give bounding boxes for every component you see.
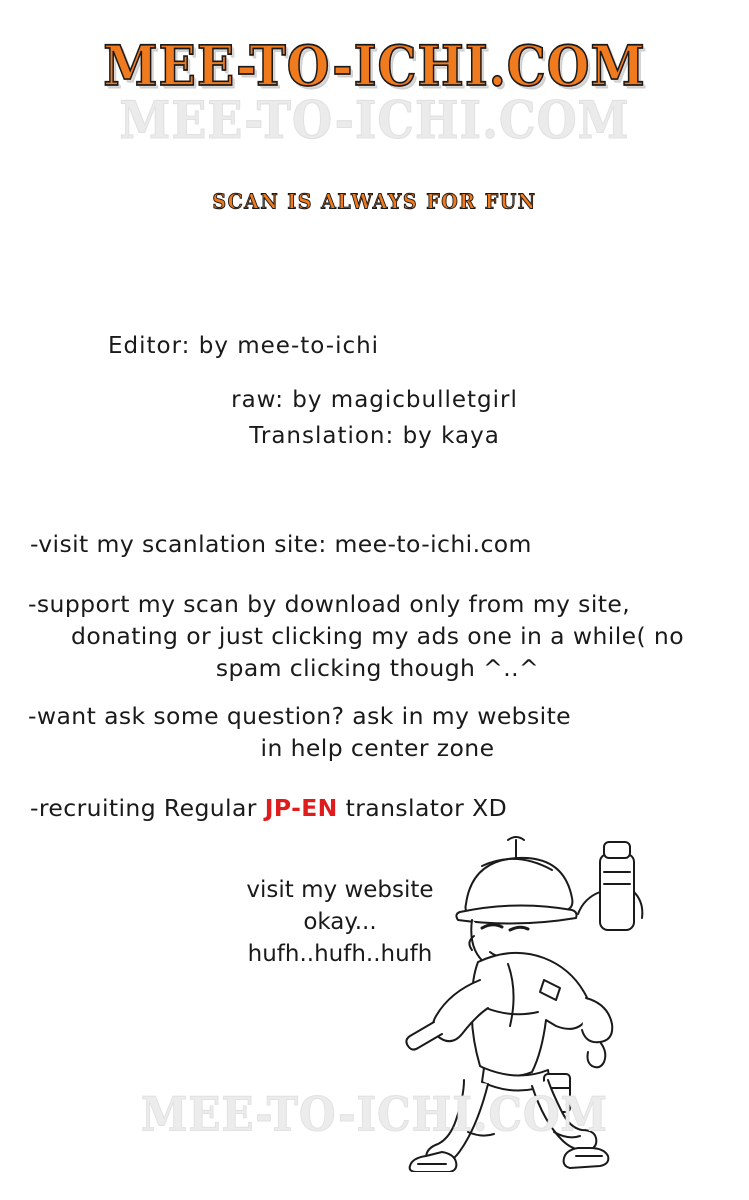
- note-recruiting-suffix: translator XD: [337, 794, 508, 822]
- running-boy-illustration: [404, 832, 734, 1172]
- credit-raw: raw: by magicbulletgirl: [231, 387, 518, 413]
- bottom-message-line3: hufh..hufh..hufh: [247, 941, 433, 967]
- torso: [472, 953, 590, 1076]
- site-logo-text: MEE-TO-ICHI.COM: [103, 33, 646, 99]
- site-logo-header: [0, 33, 749, 215]
- footer-watermark: MEE-TO-ICHI.COM: [140, 1087, 609, 1142]
- note-support-line2: donating or just clicking my ads one in a while( no: [71, 622, 684, 650]
- helmet-icon: [456, 837, 576, 924]
- note-question-line1: -want ask some question? ask in my website: [28, 702, 572, 730]
- site-tagline: SCAN IS ALWAYS FOR FUN: [212, 189, 537, 215]
- note-recruiting-accent: JP-EN: [264, 794, 338, 822]
- notes-spacer-2: [0, 780, 749, 792]
- note-visit-site: -visit my scanlation site: mee-to-ichi.com: [30, 530, 532, 558]
- note-recruiting: [0, 792, 749, 824]
- notes-block: [0, 528, 749, 840]
- credits-block: [0, 328, 749, 454]
- note-question: [0, 700, 749, 764]
- note-support-line1: -support my scan by download only from my site,: [28, 590, 631, 618]
- credit-editor: Editor: by mee-to-ichi: [108, 333, 380, 359]
- note-support: [0, 588, 749, 684]
- note-question-line2: in help center zone: [260, 734, 495, 762]
- note-support-line3: spam clicking though ^..^: [215, 654, 540, 682]
- note-recruiting-prefix: -recruiting Regular: [30, 794, 265, 822]
- site-logo-echo-text: MEE-TO-ICHI.COM: [119, 89, 630, 151]
- backpack-icon: [578, 842, 642, 930]
- bottom-message-line1: visit my website: [246, 877, 434, 903]
- credit-translation: Translation: by kaya: [249, 423, 500, 449]
- bottom-message-line2: okay...: [303, 909, 377, 935]
- notes-spacer: [0, 576, 749, 588]
